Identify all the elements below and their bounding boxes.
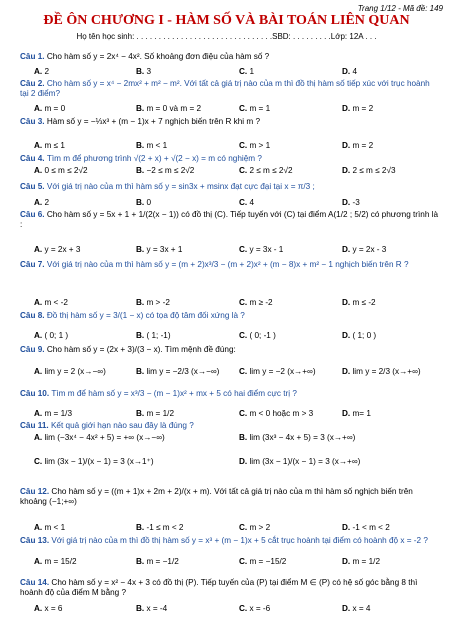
option-text: x = 6	[42, 604, 63, 613]
option-text: 3	[144, 67, 152, 76]
option-text: m = 2	[350, 104, 374, 113]
option-letter: C.	[239, 198, 248, 207]
option-text: ( 1; -1)	[144, 331, 171, 340]
option-text: lim (−3x⁴ − 4x² + 5) = +∞ (x→−∞)	[42, 433, 165, 442]
answer-option[interactable]	[136, 141, 236, 151]
answer-option[interactable]	[136, 245, 236, 255]
answer-option[interactable]	[342, 409, 442, 419]
option-letter: A.	[34, 409, 43, 418]
question-10	[20, 389, 440, 399]
option-text: m= 1	[350, 409, 371, 418]
option-letter: D.	[342, 67, 351, 76]
option-text: lim y = 2 (x→−∞)	[42, 367, 106, 376]
answer-option[interactable]	[342, 141, 442, 151]
option-letter: D.	[342, 298, 351, 307]
question-label: Câu 9.	[20, 345, 47, 354]
question-text: Cho hàm số y = x² − 4x + 3 có đồ thị (P). Tiếp tuyến của (P) tại điểm M ∈ (P) có hệ số góc bằng 8 thì hoành độ của điểm M bằng ?	[20, 578, 418, 597]
option-letter: B.	[136, 409, 145, 418]
option-letter: B.	[136, 604, 145, 613]
option-text: 4	[247, 198, 255, 207]
answer-option[interactable]	[34, 104, 134, 114]
option-text: m ≤ 1	[42, 141, 65, 150]
option-letter: C.	[239, 166, 248, 175]
question-text: Tìm m để phương trình √(2 + x) + √(2 − x) = m có nghiệm ?	[46, 154, 262, 163]
answer-option[interactable]	[239, 604, 339, 614]
answer-option[interactable]	[34, 604, 134, 614]
question-8	[20, 311, 440, 321]
option-letter: A.	[34, 67, 43, 76]
question-9	[20, 345, 440, 355]
option-text: m < -2	[42, 298, 68, 307]
answer-option[interactable]	[342, 604, 442, 614]
option-letter: C.	[239, 67, 248, 76]
answer-option[interactable]	[239, 457, 439, 467]
option-text: y = 3x - 1	[247, 245, 284, 254]
option-letter: C.	[239, 331, 248, 340]
question-1	[20, 52, 440, 62]
question-text: Kết quả giới hạn nào sau đây là đúng ?	[50, 421, 194, 430]
option-text: y = 2x - 3	[350, 245, 387, 254]
answer-option[interactable]	[136, 409, 236, 419]
answer-option[interactable]	[34, 457, 234, 467]
option-letter: D.	[342, 557, 351, 566]
option-text: ( 0; -1 )	[247, 331, 276, 340]
option-letter: A.	[34, 198, 43, 207]
option-letter: A.	[34, 331, 43, 340]
option-text: m < 1	[42, 523, 66, 532]
option-letter: B.	[239, 433, 248, 442]
answer-option[interactable]	[34, 409, 134, 419]
option-text: lim y = 2/3 (x→+∞)	[350, 367, 421, 376]
option-letter: A.	[34, 433, 43, 442]
option-text: m > 2	[247, 523, 271, 532]
exam-title: ĐỀ ÔN CHƯƠNG I - HÀM SỐ VÀ BÀI TOÁN LIÊN QUAN	[43, 13, 410, 28]
option-text: 2 ≤ m ≤ 2√3	[350, 166, 396, 175]
question-text: Với giá trị nào của m thì hàm số y = sin3x + msinx đạt cực đại tại x = π/3 ;	[46, 182, 315, 191]
option-letter: D.	[342, 198, 351, 207]
option-text: m = 2	[350, 141, 374, 150]
option-text: 2	[42, 67, 50, 76]
option-text: m = −1/2	[144, 557, 179, 566]
question-label: Câu 8.	[20, 311, 47, 320]
option-letter: B.	[136, 298, 145, 307]
answer-option[interactable]	[136, 604, 236, 614]
option-text: 4	[350, 67, 358, 76]
option-letter: B.	[136, 367, 145, 376]
option-text: m = 0 và m = 2	[144, 104, 202, 113]
option-letter: B.	[136, 198, 145, 207]
option-letter: D.	[342, 104, 351, 113]
option-text: 2 ≤ m ≤ 2√2	[247, 166, 293, 175]
question-text: Với giá trị nào của m thì đồ thị hàm số y = x³ + (m − 1)x + 5 cắt trục hoành tại điểm có hoành độ x = -2 ?	[51, 536, 428, 545]
answer-option[interactable]	[136, 198, 236, 208]
option-text: m = 15/2	[42, 557, 77, 566]
option-letter: D.	[342, 331, 351, 340]
answer-option[interactable]	[342, 557, 442, 567]
answer-option[interactable]	[342, 298, 442, 308]
option-letter: C.	[239, 141, 248, 150]
option-text: 1	[247, 67, 255, 76]
option-text: m ≥ -2	[247, 298, 273, 307]
question-label: Câu 3.	[20, 117, 47, 126]
option-letter: D.	[342, 604, 351, 613]
option-text: lim (3x − 1)/(x − 1) = 3 (x→1⁺)	[42, 457, 154, 466]
option-text: m = 0	[42, 104, 66, 113]
option-letter: D.	[342, 245, 351, 254]
question-14	[20, 578, 440, 598]
answer-option[interactable]	[342, 198, 442, 208]
answer-option[interactable]	[342, 367, 442, 377]
question-13	[20, 536, 440, 546]
option-text: m = 1	[247, 104, 271, 113]
option-letter: C.	[239, 104, 248, 113]
question-6	[20, 210, 440, 230]
question-label: Câu 14.	[20, 578, 52, 587]
option-letter: D.	[239, 457, 248, 466]
option-letter: C.	[239, 523, 248, 532]
answer-option[interactable]	[136, 367, 236, 377]
option-text: m = 1/2	[144, 409, 174, 418]
option-letter: B.	[136, 104, 145, 113]
option-letter: D.	[342, 141, 351, 150]
option-text: x = -6	[247, 604, 271, 613]
option-text: 2	[42, 198, 50, 207]
question-5	[20, 182, 440, 192]
question-text: Cho hàm số y = ((m + 1)x + 2m + 2)/(x + m). Với tất cả giá trị nào của m thì hàm số nghịch biến trên khoảng (−1;+∞)	[20, 487, 413, 506]
question-label: Câu 1.	[20, 52, 47, 61]
answer-option[interactable]	[239, 141, 339, 151]
question-label: Câu 6.	[20, 210, 47, 219]
option-text: m ≤ -2	[350, 298, 376, 307]
option-text: 0 ≤ m ≤ 2√2	[42, 166, 88, 175]
answer-option[interactable]	[34, 67, 134, 77]
question-3	[20, 117, 440, 127]
answer-option[interactable]	[239, 523, 339, 533]
question-label: Câu 7.	[20, 260, 47, 269]
question-7	[20, 260, 440, 270]
option-letter: B.	[136, 557, 145, 566]
answer-option[interactable]	[239, 298, 339, 308]
answer-option[interactable]	[34, 557, 134, 567]
option-text: x = 4	[350, 604, 371, 613]
question-text: Cho hàm số y = 2x⁴ − 4x². Số khoảng đơn điệu của hàm số ?	[46, 52, 270, 61]
answer-option[interactable]	[239, 433, 439, 443]
option-text: m = 1/2	[350, 557, 380, 566]
answer-option[interactable]	[239, 557, 339, 567]
question-text: Với giá trị nào của m thì hàm số y = (m + 2)x³/3 − (m + 2)x² + (m − 8)x + m² − 1 nghịch biến trên R ?	[46, 260, 409, 269]
question-label: Câu 13.	[20, 536, 52, 545]
answer-option[interactable]	[342, 523, 442, 533]
option-text: lim y = −2/3 (x→−∞)	[144, 367, 220, 376]
option-text: lim (3x³ − 4x + 5) = 3 (x→+∞)	[247, 433, 356, 442]
question-label: Câu 10.	[20, 389, 52, 398]
answer-option[interactable]	[342, 245, 442, 255]
question-text: Tìm m để hàm số y = x³/3 − (m − 1)x² + mx + 5 có hai điểm cực trị ?	[51, 389, 297, 398]
answer-option[interactable]	[34, 198, 134, 208]
option-letter: B.	[136, 141, 145, 150]
option-letter: B.	[136, 166, 145, 175]
option-text: -3	[350, 198, 360, 207]
option-letter: B.	[136, 245, 145, 254]
option-letter: B.	[136, 331, 145, 340]
answer-option[interactable]	[239, 198, 339, 208]
answer-option[interactable]	[342, 166, 442, 176]
option-letter: A.	[34, 523, 43, 532]
option-letter: A.	[34, 367, 43, 376]
option-letter: C.	[239, 604, 248, 613]
option-letter: C.	[239, 298, 248, 307]
answer-option[interactable]	[239, 409, 339, 419]
option-letter: C.	[239, 557, 248, 566]
option-text: −2 ≤ m ≤ 2√2	[144, 166, 195, 175]
option-letter: D.	[342, 367, 351, 376]
answer-option[interactable]	[136, 331, 236, 341]
answer-option[interactable]	[34, 433, 234, 443]
answer-option[interactable]	[239, 367, 339, 377]
answer-option[interactable]	[239, 245, 339, 255]
option-letter: A.	[34, 298, 43, 307]
answer-option[interactable]	[34, 166, 134, 176]
question-label: Câu 4.	[20, 154, 47, 163]
answer-option[interactable]	[136, 523, 236, 533]
page-header: Trang 1/12 - Mã đề: 149	[357, 4, 443, 13]
question-label: Câu 11.	[20, 421, 51, 430]
answer-option[interactable]	[34, 367, 134, 377]
option-letter: A.	[34, 604, 43, 613]
option-text: m < 0 hoặc m > 3	[247, 409, 314, 418]
option-text: y = 3x + 1	[144, 245, 183, 254]
option-text: m > 1	[247, 141, 271, 150]
option-letter: C.	[239, 409, 248, 418]
option-text: -1 ≤ m < 2	[144, 523, 184, 532]
question-12	[20, 487, 440, 507]
question-4	[20, 154, 440, 164]
option-text: lim y = −2 (x→+∞)	[247, 367, 316, 376]
option-text: m > -2	[144, 298, 170, 307]
option-letter: C.	[239, 245, 248, 254]
answer-option[interactable]	[34, 523, 134, 533]
option-text: m = 1/3	[42, 409, 72, 418]
option-letter: A.	[34, 104, 43, 113]
answer-option[interactable]	[239, 331, 339, 341]
question-label: Câu 12.	[20, 487, 52, 496]
answer-option[interactable]	[34, 331, 134, 341]
answer-option[interactable]	[136, 298, 236, 308]
option-text: -1 < m < 2	[350, 523, 390, 532]
question-text: Cho hàm số y = x⁴ − 2mx² + m² − m². Với tất cả giá trị nào của m thì đồ thị hàm số tiếp xúc với trục hoành tại 2 điểm?	[20, 79, 430, 98]
answer-option[interactable]	[342, 331, 442, 341]
option-letter: C.	[239, 367, 248, 376]
question-text: Cho hàm số y = 5x + 1 + 1/(2(x − 1)) có đồ thị (C). Tiếp tuyến với (C) tại điểm A(1/2 ; 5/2) có phương trình là :	[20, 210, 439, 229]
student-info-line: Họ tên học sinh: . . . . . . . . . . . . . . . . . . . . . . . . . . . . . . .SBD: . . . . . . . . .Lớp: 12A . . .	[76, 32, 377, 41]
answer-option[interactable]	[239, 67, 339, 77]
option-text: ( 1; 0 )	[350, 331, 377, 340]
option-text: m = −15/2	[247, 557, 287, 566]
answer-option[interactable]	[239, 104, 339, 114]
question-label: Câu 5.	[20, 182, 47, 191]
answer-option[interactable]	[342, 67, 442, 77]
option-letter: D.	[342, 523, 351, 532]
answer-option[interactable]	[136, 557, 236, 567]
option-text: 0	[144, 198, 152, 207]
question-label: Câu 2.	[20, 79, 47, 88]
option-text: ( 0; 1 )	[42, 331, 69, 340]
question-text: Đồ thị hàm số y = 3/(1 − x) có tọa độ tâm đối xứng là ?	[46, 311, 245, 320]
answer-option[interactable]	[34, 245, 134, 255]
answer-option[interactable]	[342, 104, 442, 114]
option-text: lim (3x − 1)/(x − 1) = 3 (x→+∞)	[247, 457, 361, 466]
option-letter: A.	[34, 166, 43, 175]
question-text: Cho hàm số y = (2x + 3)/(3 − x). Tìm mệnh đề đúng:	[46, 345, 236, 354]
question-11	[20, 421, 440, 431]
question-text: Hàm số y = −⅓x³ + (m − 1)x + 7 nghịch biến trên R khi m ?	[46, 117, 261, 126]
option-letter: B.	[136, 67, 145, 76]
answer-option[interactable]	[34, 298, 134, 308]
option-letter: A.	[34, 245, 43, 254]
answer-option[interactable]	[239, 166, 339, 176]
option-text: x = -4	[144, 604, 168, 613]
option-letter: D.	[342, 409, 351, 418]
question-2	[20, 79, 440, 99]
option-letter: A.	[34, 141, 43, 150]
option-text: m < 1	[144, 141, 168, 150]
option-text: y = 2x + 3	[42, 245, 81, 254]
option-letter: A.	[34, 557, 43, 566]
option-letter: B.	[136, 523, 145, 532]
answer-option[interactable]	[136, 166, 236, 176]
option-letter: D.	[342, 166, 351, 175]
answer-option[interactable]	[136, 67, 236, 77]
answer-option[interactable]	[136, 104, 236, 114]
option-letter: C.	[34, 457, 43, 466]
answer-option[interactable]	[34, 141, 134, 151]
